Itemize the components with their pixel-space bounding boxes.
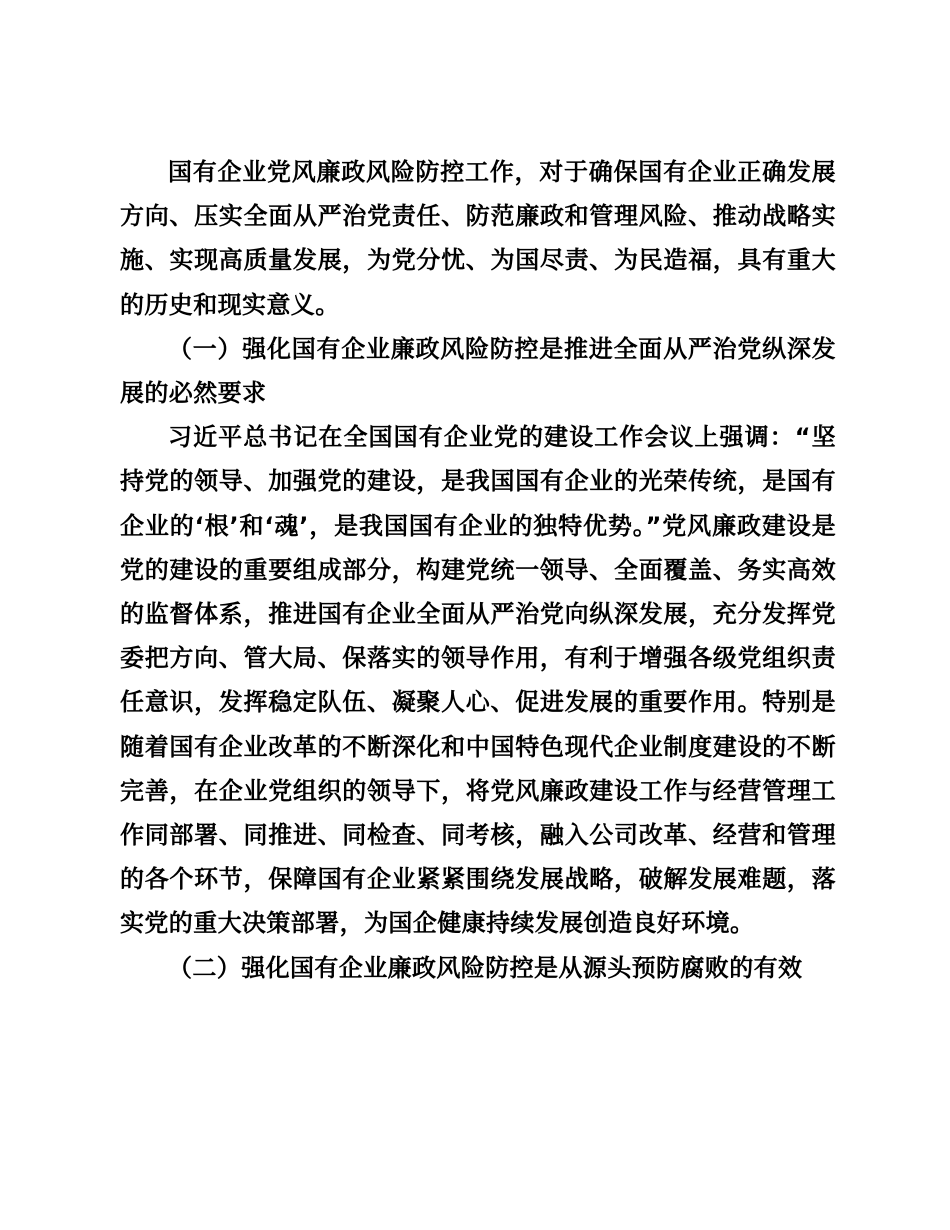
- section-heading-2: （二）强化国有企业廉政风险防控是从源头预防腐败的有效: [168, 953, 803, 982]
- section-heading-1: （一）强化国有企业廉政风险防控是推进全面从严治党纵深发展的必然要求: [120, 334, 836, 408]
- document-body: [120, 150, 836, 990]
- section-1-paragraph: 习近平总书记在全国国有企业党的建设工作会议上强调：“坚持党的领导、加强党的建设，是我国国有企业的光荣传统，是国有企业的‘根’和‘魂’，是我国国有企业的独特优势。”党风廉政建设是党的建设的重要组成部分，构建党统一领导、全面覆盖、务实高效的监督体系，推进国有企业全面从严治党向纵深发展，充分发挥党委把方向、管大局、保落实的领导作用，有利于增强各级党组织责任意识，发挥稳定队伍、凝聚人心、促进发展的重要作用。特别是随着国有企业改革的不断深化和中国特色现代企业制度建设的不断完善，在企业党组织的领导下，将党风廉政建设工作与经营管理工作同部署、同推进、同检查、同考核，融入公司改革、经营和管理的各个环节，保障国有企业紧紧围绕发展战略，破解发展难题，落实党的重大决策部署，为国企健康持续发展创造良好环境。: [120, 423, 836, 938]
- intro-paragraph: 国有企业党风廉政风险防控工作，对于确保国有企业正确发展方向、压实全面从严治党责任、防范廉政和管理风险、推动战略实施、实现高质量发展，为党分忧、为国尽责、为民造福，具有重大的历史和现实意义。: [120, 158, 836, 319]
